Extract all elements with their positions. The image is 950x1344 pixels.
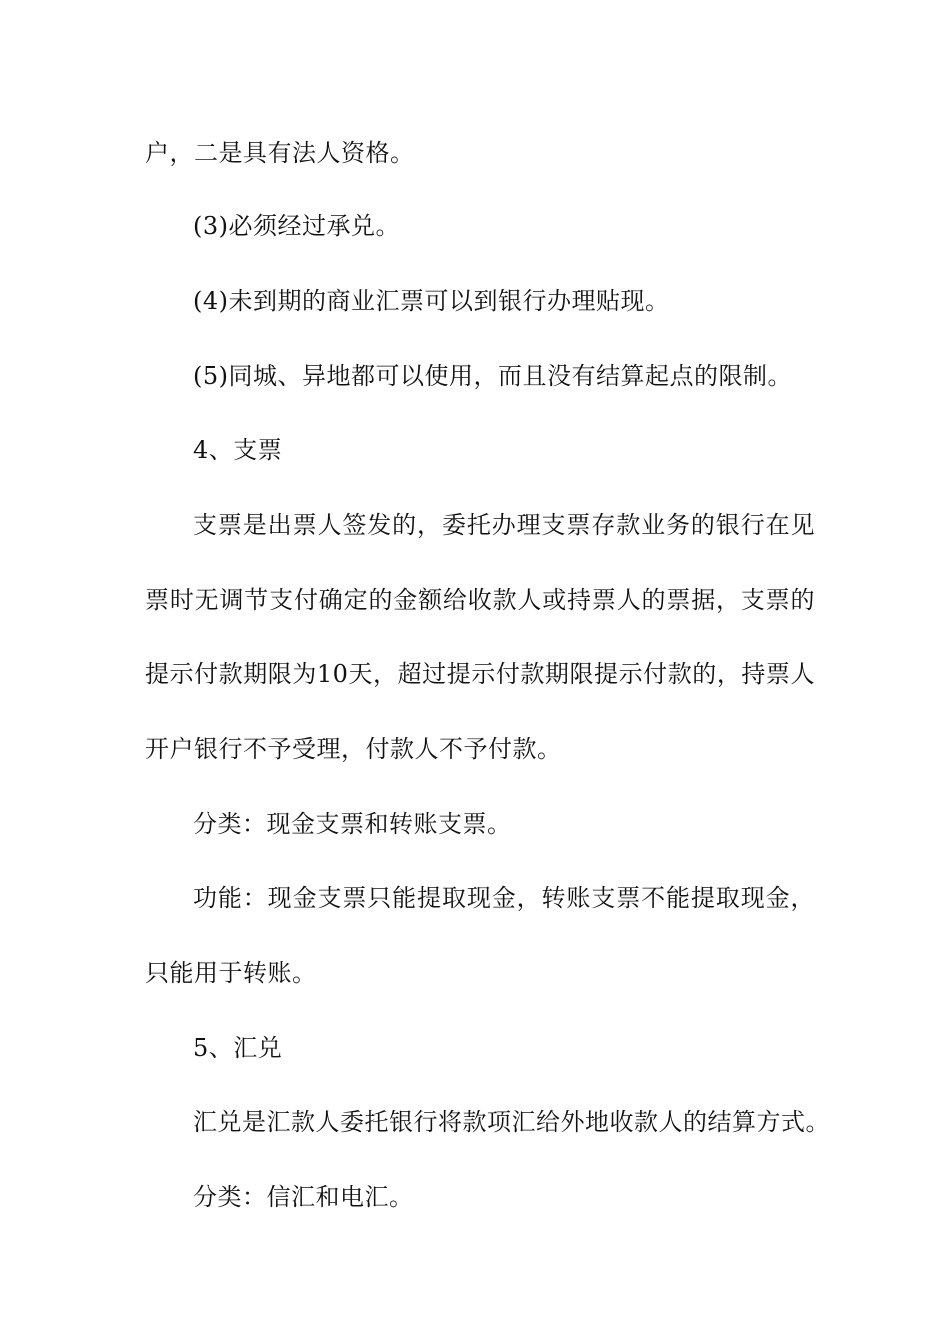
list-item-4: (4)未到期的商业汇票可以到银行办理贴现。 bbox=[193, 287, 670, 315]
paragraph-line: 只能用于转账。 bbox=[145, 959, 317, 987]
classification-line: 分类：现金支票和转账支票。 bbox=[193, 810, 512, 838]
function-line: 功能：现金支票只能提取现金，转账支票不能提取现金， bbox=[193, 884, 815, 912]
paragraph-line: 票时无调节支付确定的金额给收款人或持票人的票据，支票的 bbox=[145, 586, 815, 614]
paragraph-line: 汇兑是汇款人委托银行将款项汇给外地收款人的结算方式。 bbox=[193, 1108, 830, 1136]
paragraph-line: 户，二是具有法人资格。 bbox=[145, 139, 415, 167]
section-heading-remittance: 5、汇兑 bbox=[193, 1034, 283, 1062]
paragraph-line: 支票是出票人签发的，委托办理支票存款业务的银行在见 bbox=[193, 511, 815, 539]
list-item-5: (5)同城、异地都可以使用，而且没有结算起点的限制。 bbox=[193, 362, 792, 390]
paragraph-line: 开户银行不予受理，付款人不予付款。 bbox=[145, 735, 562, 763]
section-heading-cheque: 4、支票 bbox=[193, 436, 283, 464]
classification-line: 分类：信汇和电汇。 bbox=[193, 1183, 414, 1211]
paragraph-line: 提示付款期限为10天，超过提示付款期限提示付款的，持票人 bbox=[145, 660, 815, 688]
list-item-3: (3)必须经过承兑。 bbox=[193, 212, 400, 240]
